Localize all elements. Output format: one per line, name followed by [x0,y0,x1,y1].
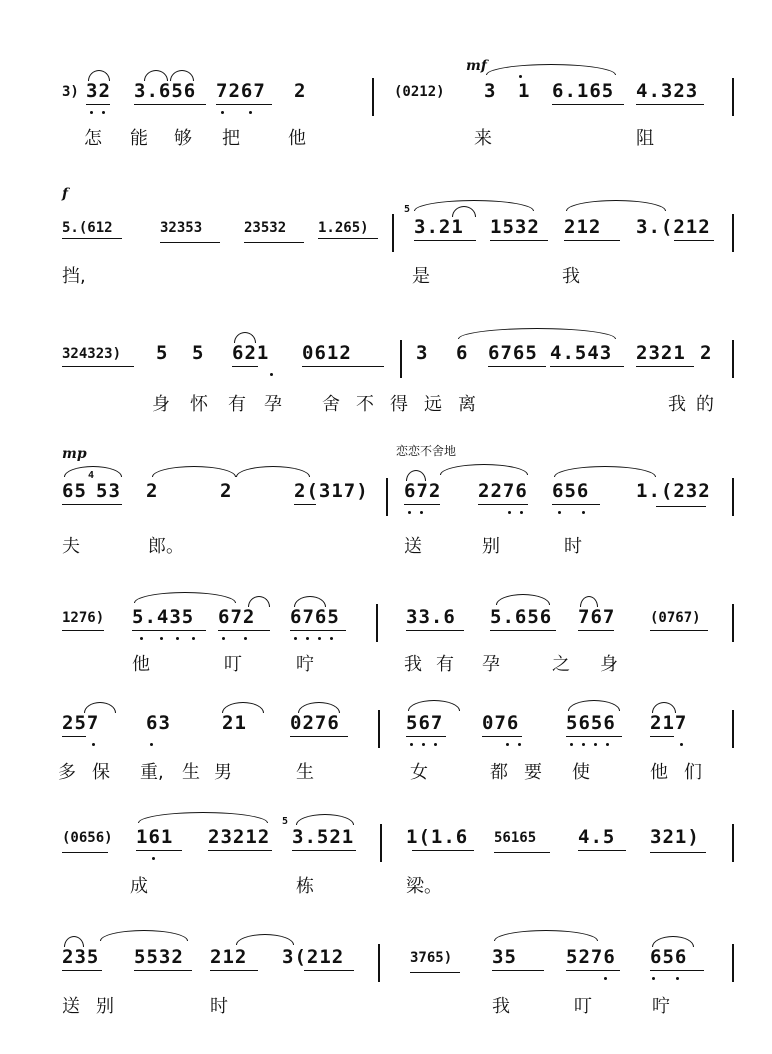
beam-line [290,736,348,737]
notes-row [0,816,772,864]
lyric: 保 [92,762,110,783]
beam-line [62,970,102,971]
octave-dot [176,637,179,640]
lyric: 重, [140,762,164,783]
octave-dot [318,637,321,640]
note-group: 2 [294,80,307,102]
lyrics-row [0,992,772,1022]
note-group: 32353 [160,220,203,236]
slur [652,936,694,947]
slur [296,814,354,825]
beam-line [482,736,522,737]
note-group: 076 [482,712,520,734]
note-group: 2276 [478,480,528,502]
beam-line [406,630,464,631]
octave-dot [222,637,225,640]
note-group: 672 [218,606,256,628]
lyric: 孕 [482,654,500,675]
barline [732,604,734,642]
lyric: 时 [564,536,582,557]
notes-row [0,58,772,118]
lyric: 女 [410,762,428,783]
lyric: 使 [572,762,590,783]
slur [236,934,294,945]
lyric: 他 [288,128,306,149]
lyric: 身 [152,394,170,415]
beam-line [132,630,206,631]
barline [378,944,380,982]
note-group: 4.5 [578,826,616,848]
note-group: 53 [96,480,121,502]
note-group: 3(212 [282,946,345,968]
beam-line [412,850,474,851]
beam-line [656,506,706,507]
slur [152,466,236,477]
note-group: 23532 [244,220,287,236]
octave-dot [604,977,607,980]
note-group: 5.(612 [62,220,113,236]
beam-line [414,240,476,241]
lyric: 是 [412,266,430,287]
lyric: 咛 [652,996,670,1017]
note-group: 1(1.6 [406,826,469,848]
slur [134,592,236,603]
system-6 [0,700,772,818]
lyric: 郎。 [148,536,184,557]
beam-line [650,970,704,971]
note-group: 63 [146,712,171,734]
lyric: 我 [668,394,686,415]
slur [64,466,122,477]
note-group: 5532 [134,946,184,968]
note-group: 217 [650,712,688,734]
slur [100,930,188,941]
octave-dot [330,637,333,640]
note-group: 212 [210,946,248,968]
octave-dot [192,637,195,640]
octave-dot [270,373,273,376]
note-group: 1276) [62,610,105,626]
octave-dot [408,511,411,514]
beam-line [410,972,460,973]
slur [414,200,534,211]
octave-dot [680,743,683,746]
note-group: 2 [220,480,233,502]
lyric: 咛 [296,654,314,675]
dynamic-mark: mp [62,446,87,462]
octave-dot [410,743,413,746]
note-group: 621 [232,342,270,364]
slur [408,700,460,711]
note-group: 56165 [494,830,537,846]
beam-line [404,504,440,505]
note-group: 5656 [566,712,616,734]
lyric: 别 [482,536,500,557]
barline [732,710,734,748]
octave-dot [92,743,95,746]
beam-line [292,850,356,851]
slur [458,328,616,339]
beam-line [492,970,544,971]
beam-line [674,240,714,241]
note-group: 212 [564,216,602,238]
note-group: 3 [484,80,497,102]
notes-row [0,944,772,984]
beam-line [62,736,86,737]
beam-line [650,736,674,737]
beam-line [216,104,272,105]
note-group: (0212) [394,84,445,100]
slur [84,702,116,713]
beam-line [488,366,546,367]
octave-dot [90,111,93,114]
note-group: 6765 [290,606,340,628]
note-group: 656 [650,946,688,968]
octave-dot [558,511,561,514]
lyric: 的 [696,394,714,415]
slur [234,332,256,343]
lyric: 得 [390,394,408,415]
beam-line [244,242,304,243]
lyric: 我 [404,654,422,675]
octave-dot [570,743,573,746]
slur [652,702,676,713]
beam-line [636,366,694,367]
note-group: 1.265) [318,220,369,236]
lyric: 够 [174,128,192,149]
system-8 [0,926,772,1044]
notes-row [0,340,772,380]
barline [732,78,734,116]
lyric: 不 [356,394,374,415]
barline [732,340,734,378]
lyric: 送 [404,536,422,557]
note-group: 23212 [208,826,271,848]
slur [170,70,194,81]
dynamic-mark: mf [466,58,487,74]
lyric: 送 [62,996,80,1017]
note-group: 3 [416,342,429,364]
octave-dot [244,637,247,640]
note-group: 321) [650,826,700,848]
octave-dot [420,511,423,514]
note-group: 235 [62,946,100,968]
beam-line [578,630,614,631]
note-group: 672 [404,480,442,502]
octave-dot [519,75,522,78]
note-group: 5 [192,342,205,364]
octave-dot [422,743,425,746]
note-group: 161 [136,826,174,848]
beam-line [210,970,258,971]
system-2 [0,186,772,304]
note-group: 3.21 [414,216,464,238]
dynamic-mark: f [62,186,69,202]
beam-line [62,504,122,505]
octave-dot [582,511,585,514]
lyric: 怎 [84,128,102,149]
lyric: 来 [474,128,492,149]
beam-line [650,852,706,853]
octave-dot [506,743,509,746]
beam-line [490,630,556,631]
note-group: 5 [156,342,169,364]
beam-line [318,238,378,239]
note-group: 1.(232 [636,480,711,502]
beam-line [294,504,316,505]
note-group: 2 [146,480,159,502]
octave-dot [652,977,655,980]
barline [378,710,380,748]
lyrics-row [0,262,772,292]
lyric: 别 [96,996,114,1017]
lyric: 叮 [224,654,242,675]
slur [138,812,268,823]
lyric: 怀 [190,394,208,415]
beam-line [490,240,548,241]
octave-dot [606,743,609,746]
note-group: 2321 [636,342,686,364]
slur [494,930,598,941]
beam-line [304,970,354,971]
slur [566,200,666,211]
beam-line [134,970,192,971]
lyric: 之 [552,654,570,675]
slur [496,594,550,605]
note-group: 257 [62,712,100,734]
lyric: 把 [222,128,240,149]
slur [144,70,168,81]
notes-row [0,186,772,254]
beam-line [302,366,384,367]
barline [400,340,402,378]
note-group: 1 [518,80,531,102]
lyric: 多 [58,762,76,783]
note-group: (0656) [62,830,113,846]
beam-line [208,850,272,851]
octave-dot [160,637,163,640]
lyric: 生 [182,762,200,783]
beam-line [550,366,624,367]
octave-dot [102,111,105,114]
note-group: 567 [406,712,444,734]
beam-line [650,630,708,631]
lyrics-row [0,390,772,420]
lyric: 生 [296,762,314,783]
lyric: 梁。 [406,876,442,897]
slur [568,700,620,711]
slur [64,936,84,947]
note-group: 5276 [566,946,616,968]
octave-dot [150,743,153,746]
note-group: 6765 [488,342,538,364]
octave-dot [676,977,679,980]
lyric: 舍 [322,394,340,415]
beam-line [636,104,704,105]
octave-dot [434,743,437,746]
barline [732,944,734,982]
beam-line [62,630,104,631]
barline [392,214,394,252]
system-7 [0,810,772,928]
beam-line [86,104,110,105]
system-1 [0,58,772,176]
slur [440,464,528,475]
barline [376,604,378,642]
expression-mark: 恋恋不舍地 [396,444,457,458]
lyrics-row [0,124,772,154]
lyric: 夫 [62,536,80,557]
lyric: 男 [214,762,232,783]
barline [732,824,734,862]
octave-dot [594,743,597,746]
beam-line [160,242,220,243]
note-group: 1532 [490,216,540,238]
lyric: 要 [524,762,542,783]
notes-row [0,444,772,518]
note-group: 3765) [410,950,453,966]
barline [732,214,734,252]
lyric: 我 [562,266,580,287]
lyric: 孕 [264,394,282,415]
beam-line [552,504,600,505]
note-group: 2(317) [294,480,369,502]
lyric: 他 [132,654,150,675]
beam-line [134,104,206,105]
note-group: 6 [456,342,469,364]
lyric: 挡, [62,266,86,287]
octave-dot [518,743,521,746]
octave-dot [508,511,511,514]
lyric: 身 [600,654,618,675]
note-group: 324323) [62,346,122,362]
note-group: 3) [62,84,79,100]
note-group: 3.521 [292,826,355,848]
note-group: 656 [552,480,590,502]
beam-line [578,850,626,851]
beam-line [232,366,258,367]
slur [580,596,598,607]
beam-line [566,970,620,971]
octave-dot [306,637,309,640]
octave-dot [520,511,523,514]
barline [372,78,374,116]
note-group: 6.165 [552,80,615,102]
octave-dot [294,637,297,640]
lyrics-row [0,650,772,680]
slur [236,466,310,477]
beam-line [494,852,550,853]
note-group: 2 [700,342,713,364]
barline [732,478,734,516]
system-4 [0,440,772,558]
barline [380,824,382,862]
note-group: 21 [222,712,247,734]
lyric: 们 [684,762,702,783]
beam-line [478,504,528,505]
slur [406,470,426,481]
note-group: 5.656 [490,606,553,628]
beam-line [564,240,620,241]
lyric: 有 [436,654,454,675]
note-group: 3.656 [134,80,197,102]
octave-dot [582,743,585,746]
barline [386,478,388,516]
beam-line [406,736,446,737]
lyric: 离 [458,394,476,415]
grace-note: 5 [404,204,411,215]
beam-line [62,366,134,367]
lyric: 叮 [574,996,592,1017]
lyric: 栋 [296,876,314,897]
slur [248,596,270,607]
slur [294,596,326,607]
lyrics-row [0,872,772,902]
note-group: 35 [492,946,517,968]
system-5 [0,594,772,712]
note-group: 4.323 [636,80,699,102]
beam-line [218,630,270,631]
note-group: 7267 [216,80,266,102]
octave-dot [249,111,252,114]
note-group: 5.435 [132,606,195,628]
beam-line [552,104,624,105]
beam-line [566,736,622,737]
slur [298,702,340,713]
lyric: 成 [130,876,148,897]
note-group: (0767) [650,610,701,626]
lyrics-row [0,532,772,562]
note-group: 65 [62,480,87,502]
beam-line [62,852,108,853]
slur [486,64,616,75]
lyric: 我 [492,996,510,1017]
note-group: 32 [86,80,111,102]
note-group: 3.(212 [636,216,711,238]
note-group: 4.543 [550,342,613,364]
grace-note: 4 [88,470,95,481]
note-group: 0612 [302,342,352,364]
slur [554,466,656,477]
note-group: 767 [578,606,616,628]
beam-line [290,630,346,631]
octave-dot [152,857,155,860]
lyric: 有 [228,394,246,415]
lyric: 远 [424,394,442,415]
lyric: 能 [130,128,148,149]
lyric: 阻 [636,128,654,149]
notes-row [0,710,772,750]
slur [222,702,264,713]
lyric: 他 [650,762,668,783]
notes-row [0,604,772,644]
beam-line [136,850,182,851]
lyric: 时 [210,996,228,1017]
note-group: 33.6 [406,606,456,628]
lyric: 都 [490,762,508,783]
octave-dot [140,637,143,640]
lyrics-row [0,758,772,788]
system-3 [0,318,772,436]
note-group: 0276 [290,712,340,734]
beam-line [62,238,122,239]
slur [88,70,110,81]
octave-dot [221,111,224,114]
grace-note: 5 [282,816,289,827]
